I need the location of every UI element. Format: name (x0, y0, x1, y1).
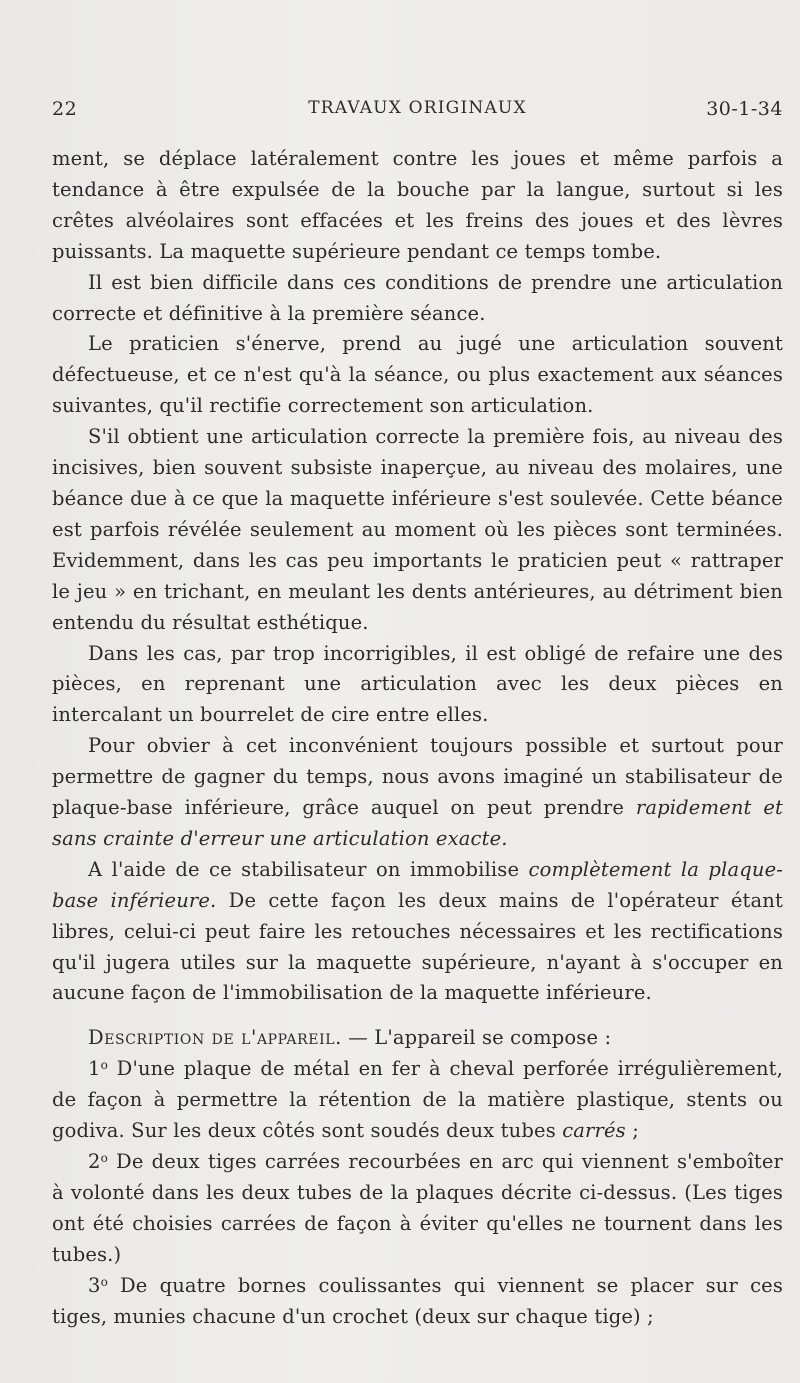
list-item: 1$^o$ D'une plaque de métal en fer à cheval perforée irrégulièrement, de façon à permettre la rétention de la matière plastique, stents ou godiva. Sur les deux côtés sont soudés deux tubes carrés ; (52, 1057, 783, 1143)
page-header (52, 98, 783, 126)
emphasis: carrés (562, 1119, 626, 1143)
section-heading-paragraph: Description de l'appareil. — L'appareil se compose : (88, 1026, 612, 1050)
emphasis: rapidement et sans crainte d'erreur une articulation exacte. (52, 796, 784, 850)
page-number: 22 (52, 98, 78, 120)
paragraph: ment, se déplace latéralement contre les joues et même parfois a tendance à être expulsée de la bouche par la langue, surtout si les crêtes alvéolaires sont effacées et les freins des joues et des lèvres puissants. La maquette supérieure pendant ce temps tombe. (52, 147, 783, 263)
paragraph: Il est bien difficile dans ces conditions de prendre une articulation correcte et définitive à la première séance. (52, 270, 783, 325)
section-heading: Description de l'appareil. (88, 1026, 342, 1050)
emphasis: complètement la plaque-base inférieure. (52, 857, 783, 912)
list-item: 3$^o$ De quatre bornes coulissantes qui viennent se placer sur ces tiges, munies chacune d'un crochet (deux sur chaque tige) ; (52, 1273, 783, 1328)
paragraph: A l'aide de ce stabilisateur on immobilise complètement la plaque-base inférieure. De cette façon les deux mains de l'opérateur étant libres, celui-ci peut faire les retouches nécessaires et les rectifications qu'il jugera utiles sur la maquette supérieure, n'ayant à s'occuper en aucune façon de l'immobilisation de la maquette inférieure. (52, 857, 783, 1005)
running-title: TRAVAUX ORIGINAUX (308, 98, 527, 118)
article-body (52, 144, 783, 1332)
paragraph: Dans les cas, par trop incorrigibles, il est obligé de refaire une des pièces, en reprenant une articulation avec les deux pièces en intercalant un bourrelet de cire entre elles. (52, 641, 783, 727)
list-ordinal: 3 (88, 1273, 101, 1297)
paragraph: S'il obtient une articulation correcte la première fois, au niveau des incisives, bien souvent subsiste inaperçue, au niveau des molaires, une béance due à ce que la maquette inférieure s'est soulevée. Cette béance est parfois révélée seulement au moment où les pièces sont terminées. Evidemment, dans les cas peu importants le praticien peut « rattraper le jeu » en trichant, en meulant les dents antérieures, au détriment bien entendu du résultat esthétique. (52, 425, 783, 634)
paragraph: Le praticien s'énerve, prend au jugé une articulation souvent défectueuse, et ce n'est qu'à la séance, ou plus exactement aux séances suivantes, qu'il rectifie correctement son articulation. (52, 332, 783, 418)
issue-date: 30-1-34 (706, 98, 783, 120)
list-item: 2$^o$ De deux tiges carrées recourbées en arc qui viennent s'emboîter à volonté dans les deux tubes de la plaques décrite ci-dessus. (Les tiges ont été choisies carrées de façon à éviter qu'elles ne tournent dans les tubes.) (52, 1150, 783, 1266)
paragraph: Pour obvier à cet inconvénient toujours possible et surtout pour permettre de gagner du temps, nous avons imaginé un stabilisateur de plaque-base inférieure, grâce auquel on peut prendre rapidement et sans crainte d'erreur une articulation exacte. (52, 734, 784, 850)
list-ordinal: 1 (88, 1057, 101, 1081)
list-ordinal: 2 (88, 1150, 101, 1173)
